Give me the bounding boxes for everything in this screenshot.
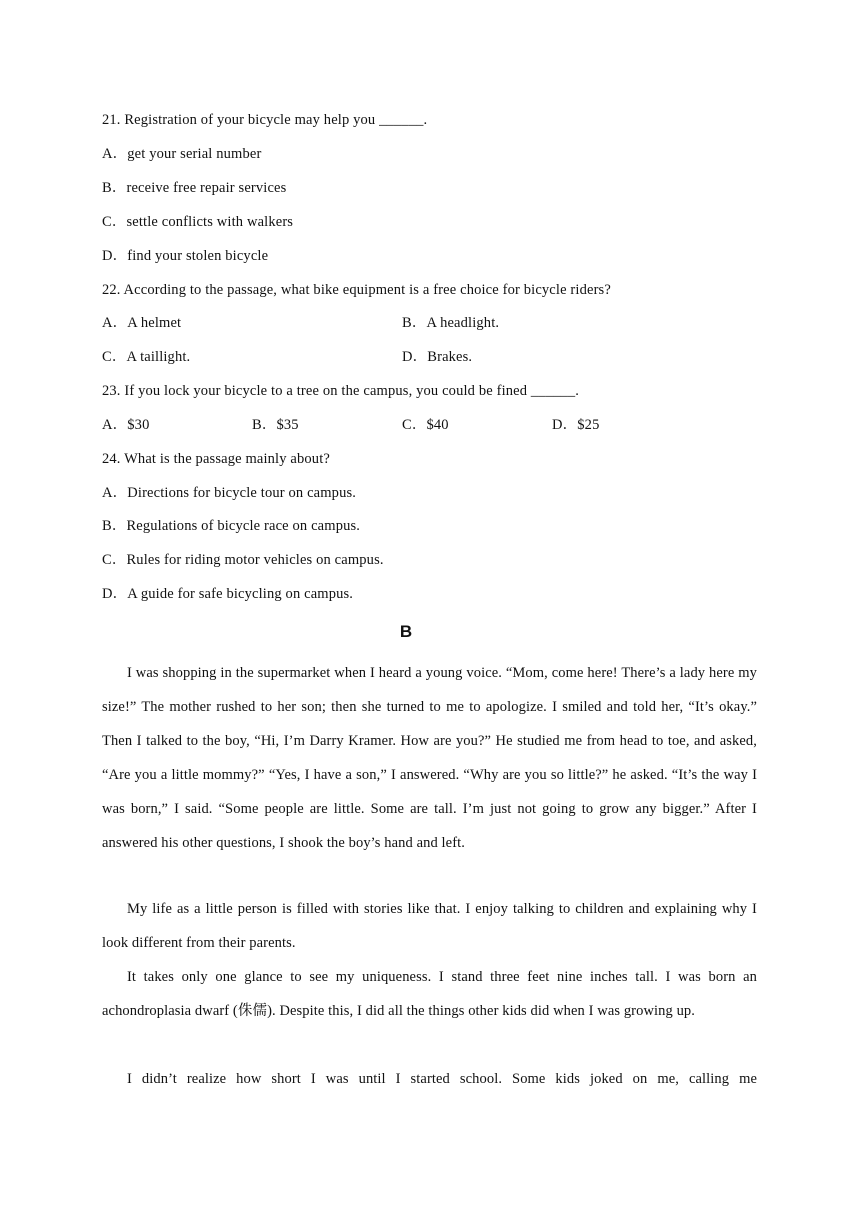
question-21-option-a: A．get your serial number: [102, 146, 262, 162]
question-22-option-d: D．Brakes.: [402, 349, 473, 365]
question-21-option-d: D．find your stolen bicycle: [102, 248, 269, 264]
question-23-option-d: D．$25: [552, 417, 600, 433]
question-23-option-a: A．$30: [102, 417, 150, 433]
question-24-option-c: C．Rules for riding motor vehicles on campus.: [102, 552, 384, 568]
passage-paragraph-3: It takes only one glance to see my uniqueness. I stand three feet nine inches tall. I was born an achondroplasia dwarf (侏儒). Despite this, I did all the things other kids did when I was growing up.: [102, 969, 757, 1019]
passage-paragraph-1: I was shopping in the supermarket when I heard a young voice. “Mom, come here! There’s a lady here my size!” The mother rushed to her son; then she turned to me to apologize. I smiled and told her, “It’s okay.” Then I talked to the boy, “Hi, I’m Darry Kramer. How are you?” He studied me from head to toe, and asked, “Are you a little mommy?” “Yes, I have a son,” I answered. “Why are you so little?” he asked. “It’s the way I was born,” I said. “Some people are little. Some are tall. I’m just not going to grow any bigger.” After I answered his other questions, I shook the boy’s hand and left.: [102, 665, 757, 851]
question-24-option-d: D．A guide for safe bicycling on campus.: [102, 586, 354, 602]
question-21-option-b: B．receive free repair services: [102, 180, 287, 196]
question-21-stem: 21. Registration of your bicycle may help you ______.: [102, 112, 428, 128]
question-24-option-a: A．Directions for bicycle tour on campus.: [102, 485, 357, 501]
question-23-option-c: C．$40: [402, 417, 449, 433]
question-24-stem: 24. What is the passage mainly about?: [102, 451, 330, 467]
question-23-stem: 23. If you lock your bicycle to a tree on the campus, you could be fined ______.: [102, 383, 580, 399]
question-23-option-b: B．$35: [252, 417, 299, 433]
question-21-option-c: C．settle conflicts with walkers: [102, 214, 294, 230]
question-22-option-a: A．A helmet: [102, 315, 182, 331]
question-22-stem: 22. According to the passage, what bike equipment is a free choice for bicycle riders?: [102, 282, 611, 298]
section-b-title: B: [399, 622, 413, 641]
passage-paragraph-2: My life as a little person is filled with stories like that. I enjoy talking to children and explaining why I look different from their parents.: [102, 901, 757, 951]
question-22-option-b: B．A headlight.: [402, 315, 500, 331]
passage-paragraph-4: I didn’t realize how short I was until I started school. Some kids joked on me, calling me: [127, 1071, 757, 1087]
question-24-option-b: B．Regulations of bicycle race on campus.: [102, 518, 361, 534]
question-22-option-c: C．A taillight.: [102, 349, 191, 365]
